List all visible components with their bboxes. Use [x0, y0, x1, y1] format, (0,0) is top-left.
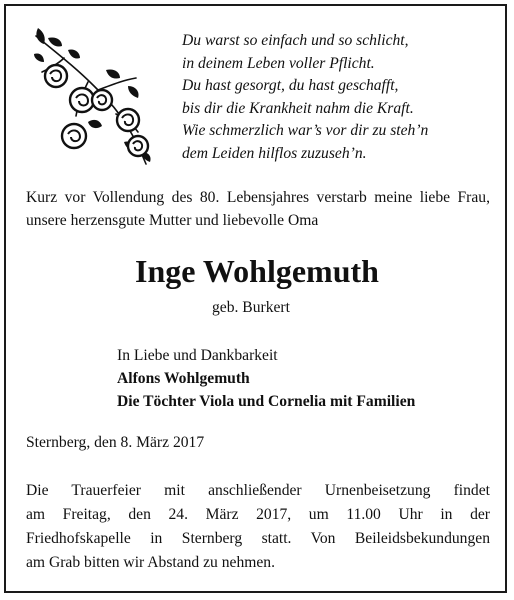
- death-announcement-text: Kurz vor Vollendung des 80. Lebensjahres verstarb meine liebe Frau, unsere herzensgute Mutter und liebevolle Oma: [26, 189, 490, 229]
- mourner-name: Die Töchter Viola und Cornelia mit Familien: [117, 393, 416, 410]
- mourners-block: [117, 344, 415, 413]
- funeral-line: Friedhofskapelle in Sternberg statt. Von Beileidsbekundungen: [26, 530, 490, 547]
- poem-line: Du warst so einfach und so schlicht,: [182, 32, 409, 49]
- poem: [182, 30, 482, 165]
- mourners-intro: In Liebe und Dankbarkeit: [117, 347, 278, 364]
- mourner-name: Alfons Wohlgemuth: [117, 370, 250, 387]
- poem-line: Wie schmerzlich war’s vor dir zu steh’n: [182, 122, 429, 139]
- funeral-notice: [26, 479, 490, 575]
- place-and-date: Sternberg, den 8. März 2017: [26, 434, 205, 451]
- birth-name: geb. Burkert: [212, 299, 290, 316]
- poem-line: dem Leiden hilflos zuzuseh’n.: [182, 144, 367, 162]
- deceased-name: Inge Wohlgemuth: [135, 253, 379, 289]
- poem-line: bis dir die Krankheit nahm die Kraft.: [182, 99, 414, 117]
- rose-branch-icon: [28, 24, 166, 174]
- funeral-line: Die Trauerfeier mit anschließender Urnenbeisetzung findet: [26, 482, 490, 499]
- funeral-line: am Freitag, den 24. März 2017, um 11.00 Uhr in der: [26, 506, 490, 523]
- poem-line: Du hast gesorgt, du hast geschafft,: [182, 77, 399, 94]
- poem-line: in deinem Leben voller Pflicht.: [182, 54, 375, 72]
- funeral-line: am Grab bitten wir Abstand zu nehmen.: [26, 554, 276, 571]
